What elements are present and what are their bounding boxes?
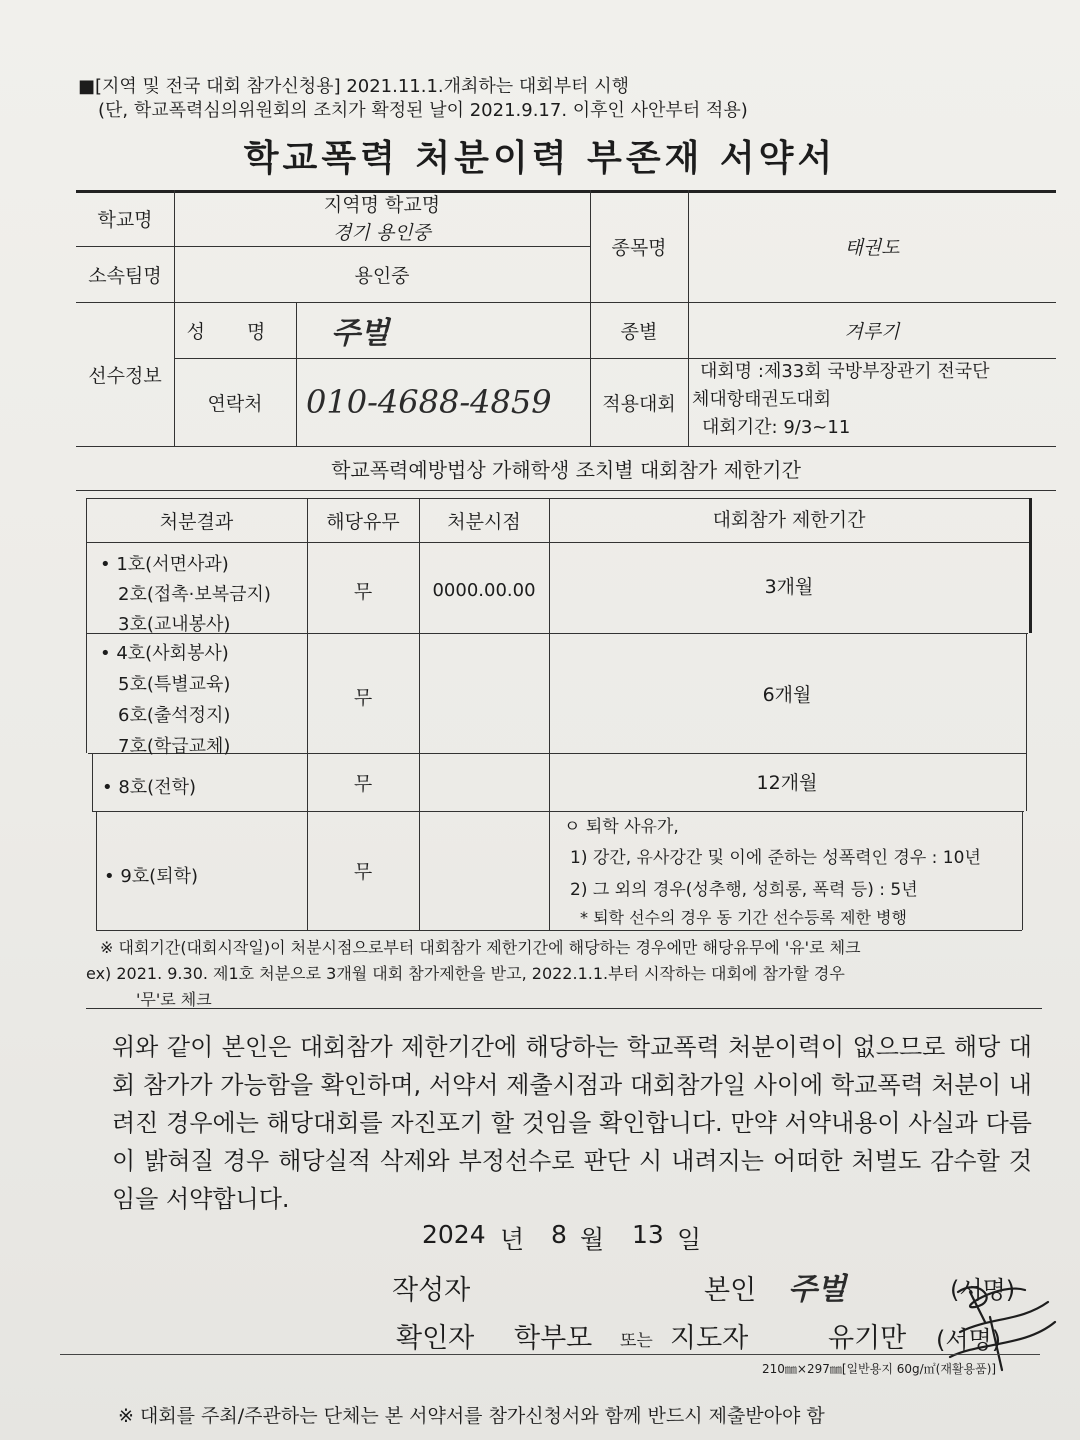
table-row-1-status: 무 — [353, 580, 373, 603]
table-row-2-line-2: 5호(특별교육) — [118, 674, 231, 695]
date-month-unit: 월 — [580, 1225, 605, 1254]
date-year: 2024 — [422, 1220, 486, 1249]
contact-value: 010-4688-4859 — [306, 383, 552, 421]
table-col-rule — [1022, 811, 1023, 930]
name-label: 성 명 — [186, 320, 284, 343]
table-col-rule — [1026, 633, 1027, 811]
event-label: 종별 — [620, 320, 658, 343]
table-header-limit: 대회참가 제한기간 — [712, 508, 866, 531]
table-row-4-line-1: • 9호(퇴학) — [104, 866, 198, 887]
table-header-status: 해당유무 — [326, 510, 400, 533]
table-row-3-line-1: • 8호(전학) — [102, 777, 196, 798]
table-col-rule — [1029, 498, 1032, 633]
table-row-4-limit-line-4: * 퇴학 선수의 경우 동 기간 선수등록 제한 병행 — [580, 908, 907, 927]
handwritten-signature — [930, 1262, 1060, 1372]
name-value: 주벌 — [331, 316, 389, 351]
paper-spec-rule — [60, 1354, 1040, 1355]
event-value: 겨루기 — [844, 320, 900, 343]
table-header-date: 처분시점 — [447, 510, 521, 533]
coach-name: 유기만 — [828, 1323, 907, 1354]
parent-label: 학부모 — [514, 1323, 593, 1354]
table-row-1-limit: 3개월 — [764, 575, 814, 598]
table-row-2-line-4: 7호(학급교체) — [118, 736, 231, 757]
team-value: 용인중 — [354, 264, 410, 287]
header-line-1: ■[지역 및 전국 대회 참가신청용] 2021.11.1.개최하는 대회부터 시행 — [78, 76, 629, 97]
table-row-3-status: 무 — [353, 772, 373, 795]
date-year-unit: 년 — [500, 1225, 525, 1254]
team-label: 소속팀명 — [88, 264, 162, 287]
school-sublabel: 지역명 학교명 — [323, 193, 441, 216]
contact-label: 연락처 — [207, 392, 263, 415]
header-line-2: (단, 학교폭력심의위원회의 조치가 확정된 날이 2021.9.17. 이후인 사안부터 적용) — [98, 100, 748, 121]
section-title: 학교폭력예방법상 가해학생 조치별 대회참가 제한기간 — [331, 457, 801, 482]
competition-name: 대회명 :제33회 국방부장관기 전국단 — [700, 361, 990, 382]
table-row-2-line-3: 6호(출석정지) — [118, 705, 231, 726]
table-row-2-line-1: • 4호(사회봉사) — [100, 643, 229, 664]
competition-name-cont: 체대항태권도대회 — [692, 389, 832, 410]
date-day-unit: 일 — [677, 1225, 702, 1254]
table-row-4-limit-line-3: 2) 그 외의 경우(성추행, 성희롱, 폭력 등) : 5년 — [570, 880, 918, 900]
document-title: 학교폭력 처분이력 부존재 서약서 — [243, 138, 837, 179]
footer-note: ※ 대회를 주최/주관하는 단체는 본 서약서를 참가신청서와 함께 반드시 제출받아야 함 — [118, 1405, 825, 1427]
table-bottom-border — [96, 930, 1022, 931]
note-3: '무'로 체크 — [136, 990, 212, 1009]
self-signature-name: 주벌 — [788, 1272, 846, 1307]
date-month: 8 — [551, 1220, 567, 1249]
table-header-result: 처분결과 — [159, 510, 234, 533]
table-row-1-line-1: • 1호(서면사과) — [100, 554, 229, 575]
table-col-rule — [92, 753, 93, 811]
sport-label: 종목명 — [611, 236, 667, 259]
table-row-3-limit: 12개월 — [756, 771, 818, 794]
table-row-4-limit-line-2: 1) 강간, 유사강간 및 이에 준하는 성폭력인 경우 : 10년 — [570, 848, 981, 868]
sport-value: 태권도 — [844, 236, 900, 259]
coach-label: 지도자 — [670, 1323, 749, 1354]
table-row-4-status: 무 — [353, 861, 373, 883]
table-row-2-status: 무 — [353, 686, 373, 709]
player-info-label: 선수정보 — [88, 364, 162, 387]
date-day: 13 — [632, 1220, 664, 1249]
table-row-rule — [92, 811, 1024, 812]
table-row-4-limit-line-1: ㅇ 퇴학 사유가, — [564, 817, 679, 837]
or-label: 또는 — [620, 1331, 653, 1351]
notes-rule — [86, 1008, 1042, 1009]
table-row-1-line-3: 3호(교내봉사) — [118, 614, 231, 635]
school-value: 경기 용인중 — [333, 221, 431, 244]
table-row-1-date: 0000.00.00 — [432, 579, 536, 601]
sign-mark-2: (서명) — [936, 1326, 1002, 1354]
table-row-1-line-2: 2호(접촉·보복금지) — [118, 584, 271, 605]
competition-label: 적용대회 — [602, 392, 676, 415]
info-col-rule — [296, 302, 297, 446]
note-1: ※ 대회기간(대회시작일)이 처분시점으로부터 대회참가 제한기간에 해당하는 경우에만 해당유무에 '유'로 체크 — [100, 938, 861, 957]
competition-period: 대회기간: 9/3~11 — [702, 417, 851, 438]
note-2: ex) 2021. 9.30. 제1호 처분으로 3개월 대회 참가제한을 받고, 2022.1.1.부터 시작하는 대회에 참가할 경우 — [86, 964, 845, 983]
table-row-2-limit: 6개월 — [762, 683, 812, 706]
info-bottom-border — [76, 490, 1056, 491]
pledge-text: 위와 같이 본인은 대회참가 제한기간에 해당하는 학교폭력 처분이력이 없으므로 해당 대회 참가가 가능함을 확인하며, 서약서 제출시점과 대회참가일 사이에 학교폭력 처분이 내려진 경우에는 해당대회를 자진포기 할 것임을 확인합니다. 만약 서약내용이 사실과 다름이 밝혀질 경우 해당실적 삭제와 부정선수로 판단 시 내려지는 어떠한 처벌도 감수할 것임을 서약합니다. — [112, 1033, 1032, 1213]
writer-label: 작성자 — [392, 1275, 471, 1306]
sign-mark-1: (서명) — [950, 1276, 1016, 1304]
table-col-rule — [96, 811, 97, 930]
self-label: 본인 — [704, 1275, 757, 1306]
school-label: 학교명 — [97, 208, 153, 231]
paper-spec: 210㎜×297㎜[일반용지 60g/㎡(재활용품)] — [762, 1362, 997, 1376]
confirmer-label: 확인자 — [396, 1323, 475, 1354]
